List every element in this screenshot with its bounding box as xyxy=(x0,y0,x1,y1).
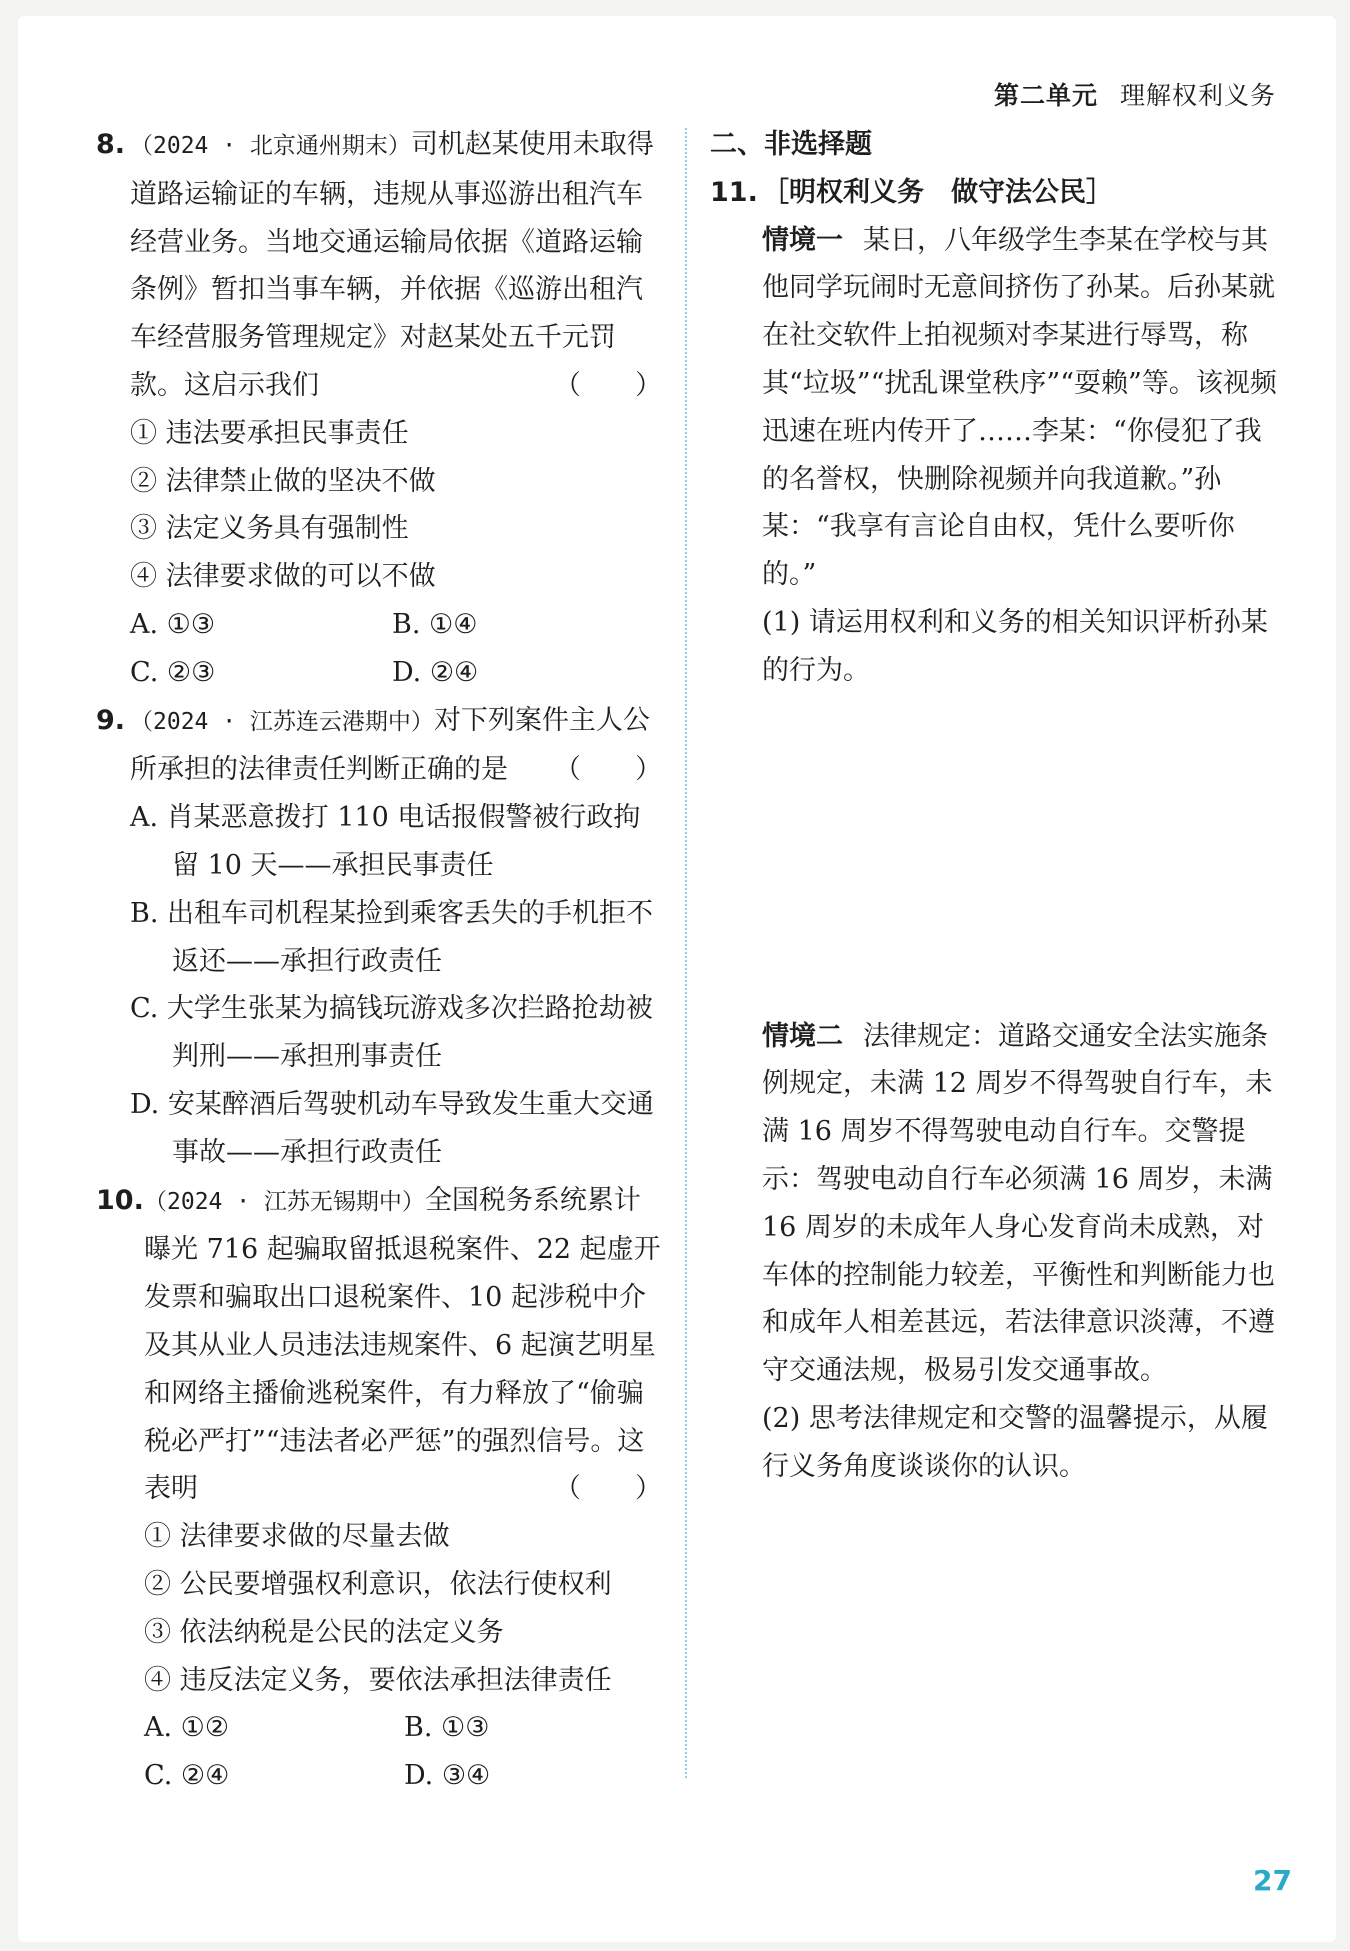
unit-title: 第二单元 xyxy=(993,81,1098,110)
left-column xyxy=(96,121,664,1800)
answer-bracket: （ ） xyxy=(554,754,662,786)
question-source: （2024 · 北京通州期末） xyxy=(130,133,411,159)
column-divider xyxy=(685,128,687,1778)
answer-bracket: （ ） xyxy=(554,369,662,401)
statement-item: ④ 违反法定义务，要依法承担法律责任 xyxy=(144,1664,612,1696)
choice-row xyxy=(130,649,664,697)
scenario-label: 情境一 xyxy=(762,224,843,256)
scenario-text: 某日，八年级学生李某在学校与其他同学玩闹时无意间挤伤了孙某。后孙某就在社交软件上拍视频对李某进行辱骂，称其“垃圾”“扰乱课堂秩序”“耍赖”等。该视频迅速在班内传开了……李某：“你侵犯了我的名誉权，快删除视频并向我道歉。”孙某：“我享有言论自由权，凭什么要听你的。” xyxy=(762,224,1277,591)
choice-d: D. ②④ xyxy=(392,656,479,688)
question-number: 8. xyxy=(96,129,126,160)
choice-c: C. ②④ xyxy=(144,1760,230,1792)
question-source: （2024 · 江苏无锡期中） xyxy=(144,1188,425,1215)
scenario-1 xyxy=(710,217,1280,695)
sub-question-2: (2) 思考法律规定和交警的温馨提示，从履行义务角度谈谈你的认识。 xyxy=(762,1402,1268,1482)
answer-bracket: （ ） xyxy=(554,1473,662,1505)
question-8 xyxy=(96,121,664,697)
sub-question-1: (1) 请运用权利和义务的相关知识评析孙某的行为。 xyxy=(762,606,1268,686)
choice-d: D. ③④ xyxy=(404,1760,491,1792)
choice-row xyxy=(144,1752,664,1800)
choice-c: C. ②③ xyxy=(130,656,216,688)
question-stem: 对下列案件主人公所承担的法律责任判断正确的是 xyxy=(130,704,650,786)
question-11 xyxy=(710,169,1280,217)
choice-b: B. 出租车司机程某捡到乘客丢失的手机拒不返还——承担行政责任 xyxy=(130,897,654,977)
choice-c: C. 大学生张某为搞钱玩游戏多次拦路抢劫被判刑——承担刑事责任 xyxy=(130,993,653,1073)
choice-a: A. ①③ xyxy=(130,608,216,640)
question-source: （2024 · 江苏连云港期中） xyxy=(130,708,434,735)
choice-a: A. 肖某恶意拨打 110 电话报假警被行政拘留 10 天——承担民事责任 xyxy=(130,802,641,881)
section-heading: 二、非选择题 xyxy=(710,129,872,160)
statement-item: ② 公民要增强权利意识，依法行使权利 xyxy=(144,1568,612,1600)
question-10 xyxy=(96,1177,664,1800)
question-9 xyxy=(96,697,664,1177)
choice-b: B. ①④ xyxy=(392,608,478,640)
choice-d: D. 安某醉酒后驾驶机动车导致发生重大交通事故——承担行政责任 xyxy=(130,1088,654,1168)
statement-item: ① 违法要承担民事责任 xyxy=(130,417,409,449)
scenario-label: 情境二 xyxy=(762,1020,843,1052)
question-stem: 全国税务系统累计曝光 716 起骗取留抵退税案件、22 起虚开发票和骗取出口退税案件、10 起涉税中介及其从业人员违法违规案件、6 起演艺明星和网络主播偷逃税案件，有力释放了“偷骗税必严打”“违法者必严惩”的强烈信号。这表明 xyxy=(144,1184,661,1505)
running-header xyxy=(994,76,1276,112)
choice-row xyxy=(130,601,664,649)
question-stem: 司机赵某使用未取得道路运输证的车辆，违规从事巡游出租汽车经营业务。当地交通运输局依据《道路运输条例》暂扣当事车辆，并依据《巡游出租汽车经营服务管理规定》对赵某处五千元罚款。这启示我们 xyxy=(130,129,654,401)
statement-item: ① 法律要求做的尽量去做 xyxy=(144,1521,450,1553)
statement-item: ③ 依法纳税是公民的法定义务 xyxy=(144,1616,504,1648)
statement-item: ③ 法定义务具有强制性 xyxy=(130,513,409,545)
scenario-text: 法律规定：道路交通安全法实施条例规定，未满 12 周岁不得驾驶自行车，未满 16 周岁不得驾驶电动自行车。交警提示：驾驶电动自行车必须满 16 周岁，未满 16 周岁的未成年人身心发育尚未成熟，对车体的控制能力较差，平衡性和判断能力也和成年人相差甚远，若法律意识淡薄，不遵守交通法规，极易引发交通事故。 xyxy=(762,1020,1275,1387)
page-number: 27 xyxy=(1253,1864,1292,1897)
question-number: 9. xyxy=(96,704,126,736)
statement-item: ② 法律禁止做的坚决不做 xyxy=(130,465,436,497)
choice-row xyxy=(144,1704,664,1752)
unit-topic: 理解权利义务 xyxy=(1119,81,1276,110)
choice-b: B. ①③ xyxy=(404,1712,490,1744)
scenario-2 xyxy=(710,1013,1280,1491)
choice-a: A. ①② xyxy=(144,1712,230,1744)
question-number: 10. xyxy=(96,1184,144,1216)
statement-item: ④ 法律要求做的可以不做 xyxy=(130,561,436,593)
answer-space[interactable] xyxy=(710,695,1280,1013)
question-topic-tag: ［明权利义务 做守法公民］ xyxy=(762,176,1113,208)
question-number: 11. xyxy=(710,176,758,208)
right-column xyxy=(710,121,1280,1491)
